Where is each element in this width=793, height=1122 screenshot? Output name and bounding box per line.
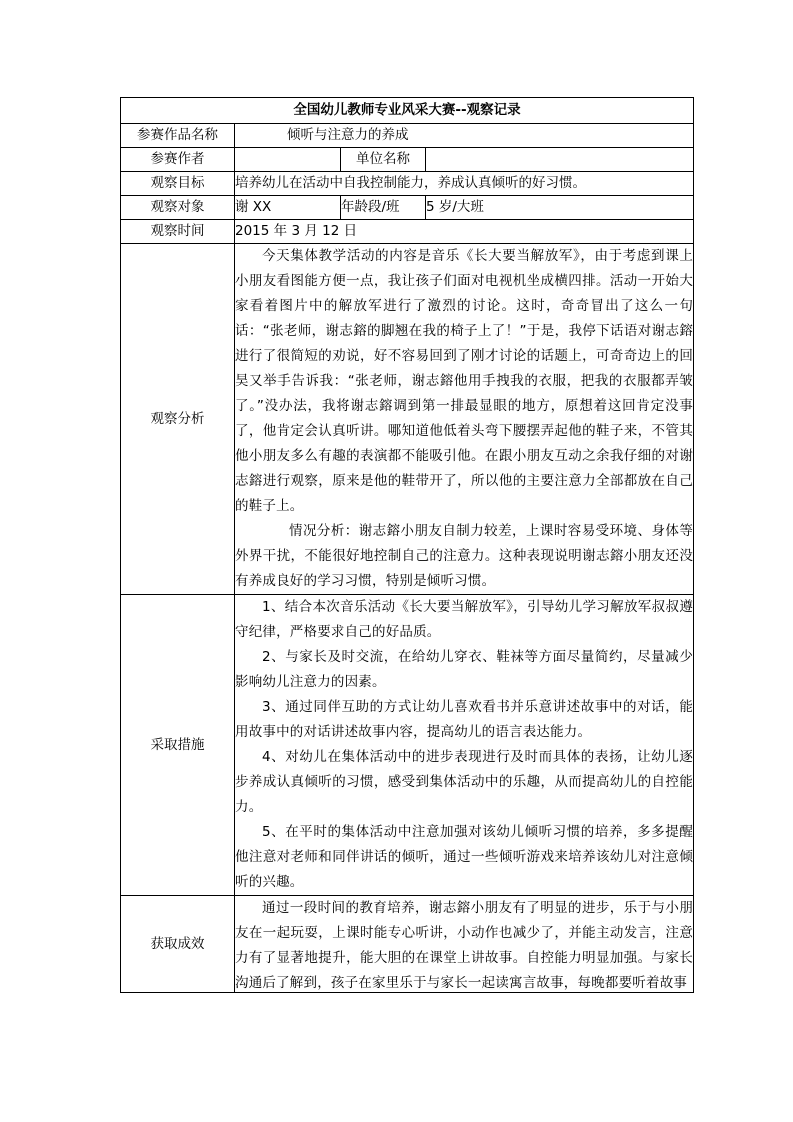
analysis-content bbox=[235, 244, 694, 595]
unit-name-label: 单位名称 bbox=[341, 148, 426, 172]
measures-content bbox=[235, 595, 694, 896]
results-clip bbox=[235, 896, 693, 992]
work-name-value: 倾听与注意力的养成 bbox=[235, 124, 694, 148]
document-title: 全国幼儿教师专业风采大赛--观察记录 bbox=[121, 98, 694, 124]
subject-label: 观察对象 bbox=[121, 196, 235, 220]
author-value bbox=[235, 148, 341, 172]
work-name-label: 参赛作品名称 bbox=[121, 124, 235, 148]
measures-label: 采取措施 bbox=[121, 595, 235, 896]
measure-item: 2、与家长及时交流，在给幼儿穿衣、鞋袜等方面尽量简约，尽量减少影响幼儿注意力的因素。 bbox=[235, 649, 694, 690]
time-value: 2015 年 3 月 12 日 bbox=[235, 220, 694, 244]
results-label: 获取成效 bbox=[121, 896, 235, 993]
goal-label: 观察目标 bbox=[121, 172, 235, 196]
measure-item: 1、结合本次音乐活动《长大要当解放军》，引导幼儿学习解放军叔叔遵守纪律，严格要求自己的好品质。 bbox=[235, 599, 694, 640]
author-label: 参赛作者 bbox=[121, 148, 235, 172]
age-group-label: 年龄段/班 bbox=[341, 196, 426, 220]
results-paragraph: 通过一段时间的教育培养，谢志鎔小朋友有了明显的进步，乐于与小朋友在一起玩耍，上课时能专心听讲，小动作也减少了，并能主动发言，注意力有了显著地提升，能大胆的在课堂上讲故事。自控能力明显加强。与家长沟通后了解到，孩子在家里乐于与家长一起读寓言故事，每晚都要听着故事 bbox=[235, 900, 694, 991]
measure-item: 5、在平时的集体活动中注意加强对该幼儿倾听习惯的培养，多多提醒他注意对老师和同伴讲话的倾听，通过一些倾听游戏来培养该幼儿对注意倾听的兴趣。 bbox=[235, 824, 694, 890]
analysis-paragraph: 今天集体教学活动的内容是音乐《长大要当解放军》，由于考虑到课上小朋友看图能方便一点，我让孩子们面对电视机坐成横四排。活动一开始大家看着图片中的解放军进行了激烈的讨论。这时，奇奇冒出了这么一句话：“张老师，谢志鎔的脚翘在我的椅子上了！”于是，我停下话语对谢志鎔进行了很简短的劝说，好不容易回到了刚才讨论的话题上，可奇奇边上的回昊又举手告诉我：“张老师，谢志鎔他用手拽我的衣服，把我的衣服都弄皱了。”没办法，我将谢志鎔调到第一排最显眼的地方，原想着这回肯定没事了，他肯定会认真听讲。哪知道他低着头弯下腰摆弄起他的鞋子来，不管其他小朋友多么有趣的表演都不能吸引他。在跟小朋友互动之余我仔细的对谢志鎔进行观察，原来是他的鞋带开了，所以他的主要注意力全部都放在自己的鞋子上。 bbox=[235, 248, 694, 514]
goal-value: 培养幼儿在活动中自我控制能力，养成认真倾听的好习惯。 bbox=[235, 172, 694, 196]
measure-item: 4、对幼儿在集体活动中的进步表现进行及时而具体的表扬，让幼儿逐步养成认真倾听的习惯，感受到集体活动中的乐趣，从而提高幼儿的自控能力。 bbox=[235, 749, 694, 815]
measure-item: 3、通过同伴互助的方式让幼儿喜欢看书并乐意讲述故事中的对话，能用故事中的对话讲述故事内容，提高幼儿的语言表达能力。 bbox=[235, 699, 694, 740]
unit-name-value bbox=[426, 148, 694, 172]
results-content bbox=[235, 896, 694, 993]
observation-record-table bbox=[120, 97, 694, 993]
age-group-value: 5 岁/大班 bbox=[426, 196, 694, 220]
analysis-label: 观察分析 bbox=[121, 244, 235, 595]
analysis-summary: 情况分析：谢志鎔小朋友自制力较差，上课时容易受环境、身体等外界干扰，不能很好地控制自己的注意力。这种表现说明谢志鎔小朋友还没有养成良好的学习习惯，特别是倾听习惯。 bbox=[235, 523, 694, 589]
subject-value: 谢 XX bbox=[235, 196, 341, 220]
time-label: 观察时间 bbox=[121, 220, 235, 244]
